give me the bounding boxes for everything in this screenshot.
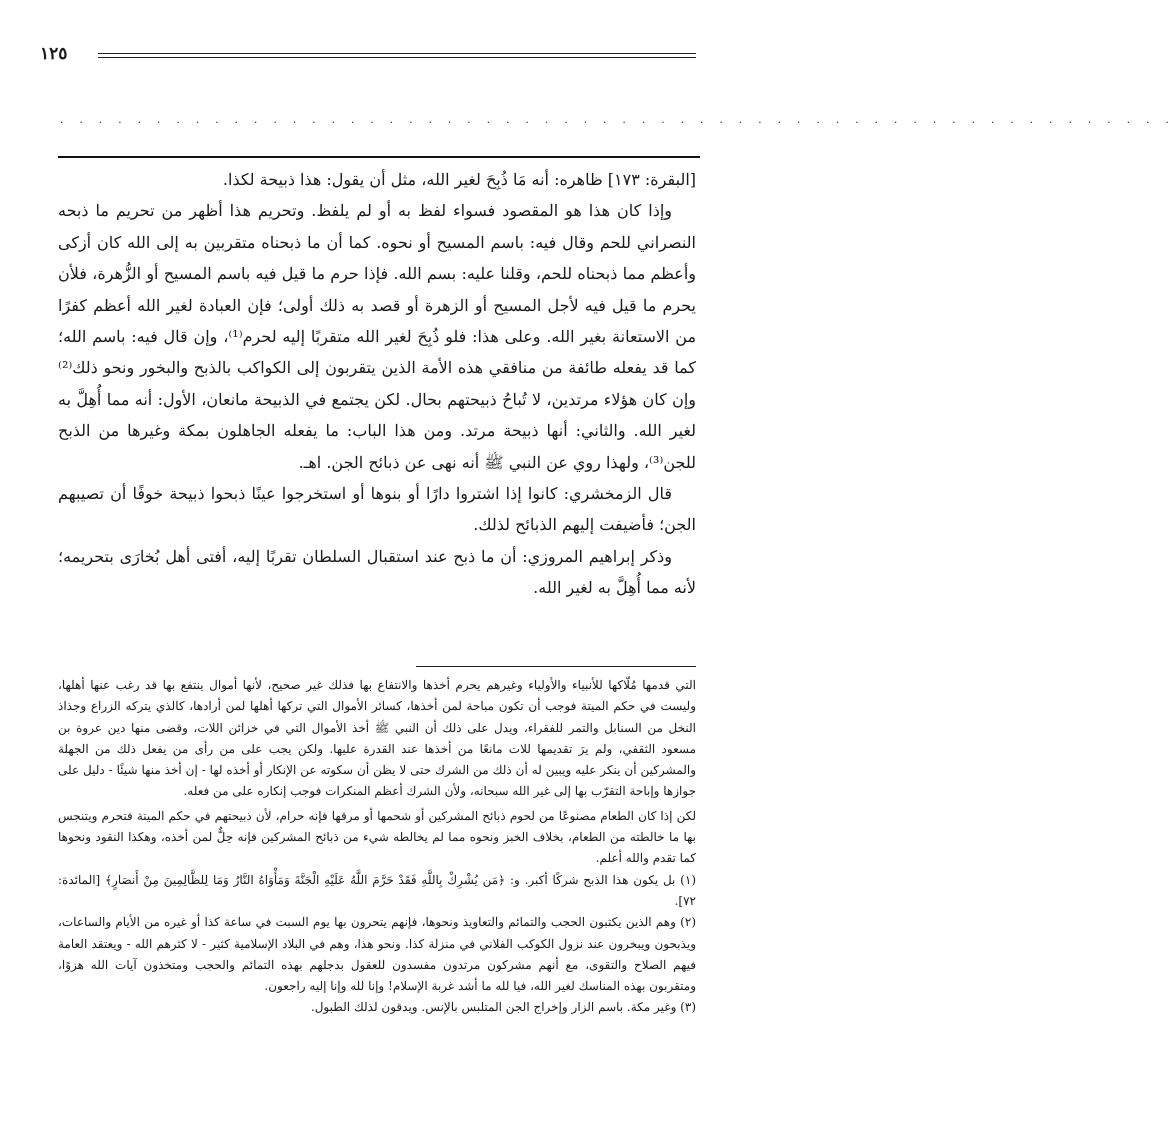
main-text — [58, 164, 696, 604]
footnote-continuation: التي قدمها مُلّاكها للأنبياء والأولياء وغيرهم يحرم أخذها والانتفاع بها فذلك غير صحيح، لأنها أموال ينتفع بها قد رغب عنها أهلها، وليست في حكم الميتة فوجب أن تكون مباحة لمن أخذها، كسائر الأموال التي تركها أهلها لمن أرادها، كالذي يتركه الزراع وجذاذ النخل من السنابل والتمر للفقراء، ويدل على ذلك أن النبي ﷺ أخذ الأموال التي في خزائن اللات، وقضى منها دين عروة بن مسعود الثقفي، ولم يرَ تقديمها للات مانعًا من أخذها عند القدرة عليها. ولكن يجب على من رأى من يفعل ذلك من الجهلة والمشركين أن ينكر عليه ويبين له أن ذلك من الشرك حتى لا يظن أن سكوته عن الإنكار أو أخذه لها - إن أخذ منها شيئًا - دليل على جوازها وإباحة التقرّب بها إلى غير الله سبحانه، ولأن الشرك أعظم المنكرات فوجب إنكاره على من فعله. — [58, 678, 696, 799]
page-header — [40, 44, 696, 70]
section-rule — [58, 156, 700, 158]
paragraph-1: [البقرة: ١٧٣] ظاهره: أنه مَا ذُبِحَ لغير الله، مثل أن يقول: هذا ذبيحة لكذا. — [222, 170, 696, 189]
footnote-3: (٣) وغير مكة. باسم الزار وإخراج الجن المتلبس بالإنس. ويدقون لذلك الطبول. — [310, 1000, 696, 1015]
dotted-separator: . . . . . . . . . . . . . . . . . . . . . . . . . . . . . . . . . . . . . . . . . . . . . . . . . . . . . . . . . . — [60, 113, 1175, 126]
footnote-2: (٢) وهم الذين يكتبون الحجب والتمائم والتعاويذ ونحوها، فإنهم يتحرون بها يوم السبت في ساعة كذا أو غيره من الأيام والساعات، ويذبحون ويبخرون عند نزول الكوكب الفلاني في منزلة كذا. ونحو هذا، وهم في البلاد الإسلامية كثير - لا كثرهم الله - ويعتقد العامة فيهم الصلاح والتقوى، مع أنهم مشركون مرتدون مفسدون للعقول بدجلهم بهذه التمائم والحجب ومتخذون آيات الله هزوًا، ومتقربون بهذه المناسك لغير الله، فيا لله ما أشد غربة الإسلام! وإنا لله وإنا إليه راجعون. — [58, 915, 696, 994]
page-number: ١٢٥ — [40, 44, 68, 64]
footnote-1: (١) بل يكون هذا الذبح شركًا أكبر. و: ﴿مَن يُشْرِكْ بِاللَّهِ فَقَدْ حَرَّمَ اللَّهُ عَلَيْهِ الْجَنَّةَ وَمَأْوَاهُ النَّارُ وَمَا لِلظَّالِمِينَ مِنْ أَنصَارٍ﴾ [المائدة: ٧٢]. — [58, 872, 696, 908]
footnotes-area — [58, 675, 696, 1019]
footnote-continuation-2: لكن إذا كان الطعام مصنوعًا من لحوم ذبائح المشركين أو شحمها أو مرقها فإنه حرام، لأن ذبيحتهم في حكم الميتة فتحرم ويتنجس بها ما خالطته من الطعام، بخلاف الخبز ونحوه مما لم يخالطه شيء من ذبائح المشركين فإنه حِلٌّ لمن أخذه، وهكذا النقود ونحوها كما تقدم والله أعلم. — [58, 808, 696, 866]
paragraph-4: وذكر إبراهيم المروزي: أن ما ذبح عند استقبال السلطان تقربًا إليه، أفتى أهل بُخارَى بتحريمه؛ لأنه مما أُهِلَّ به لغير الله. — [58, 546, 696, 598]
paragraph-2: وإذا كان هذا هو المقصود فسواء لفظ به أو لم يلفظ. وتحريم هذا أظهر من تحريم ما ذبحه النصراني للحم وقال فيه: باسم المسيح أو نحوه. كما أن ما ذبحناه متقربين به إلى الله كان أزكى وأعظم مما ذبحناه للحم، وقلنا عليه: بسم الله. فإذا حرم ما قيل فيه باسم المسيح أو الزُّهرة، فلأن يحرم ما قيل فيه لأجل المسيح أو الزهرة أو قصد به ذلك أولى؛ فإن العبادة لغير الله أعظم كفرًا من الاستعانة بغير الله. وعلى هذا: فلو ذُبِحَ لغير الله متقربًا إليه لحرم⁽¹⁾، وإن قال فيه: باسم الله؛ كما قد يفعله طائفة من منافقي هذه الأمة الذين يتقربون إلى الكواكب بالذبح والبخور ونحو ذلك⁽²⁾ وإن كان هؤلاء مرتدين، لا تُباحُ ذبيحتهم بحال. لكن يجتمع في الذبيحة مانعان، الأول: أنه مما أُهِلَّ به لغير الله. والثاني: أنها ذبيحة مرتد. ومن هذا الباب: ما يفعله الجاهلون بمكة وغيرها من الذبح للجن⁽³⁾، ولهذا روي عن النبي ﷺ أنه نهى عن ذبائح الجن. اهـ. — [58, 201, 697, 472]
paragraph-3: قال الزمخشري: كانوا إذا اشتروا دارًا أو بنوها أو استخرجوا عينًا ذبحوا ذبيحة خوفًا أن تصيبهم الجن؛ فأضيفت إليهم الذبائح لذلك. — [58, 484, 696, 535]
footnote-rule — [416, 666, 696, 667]
header-double-rule — [98, 53, 696, 58]
